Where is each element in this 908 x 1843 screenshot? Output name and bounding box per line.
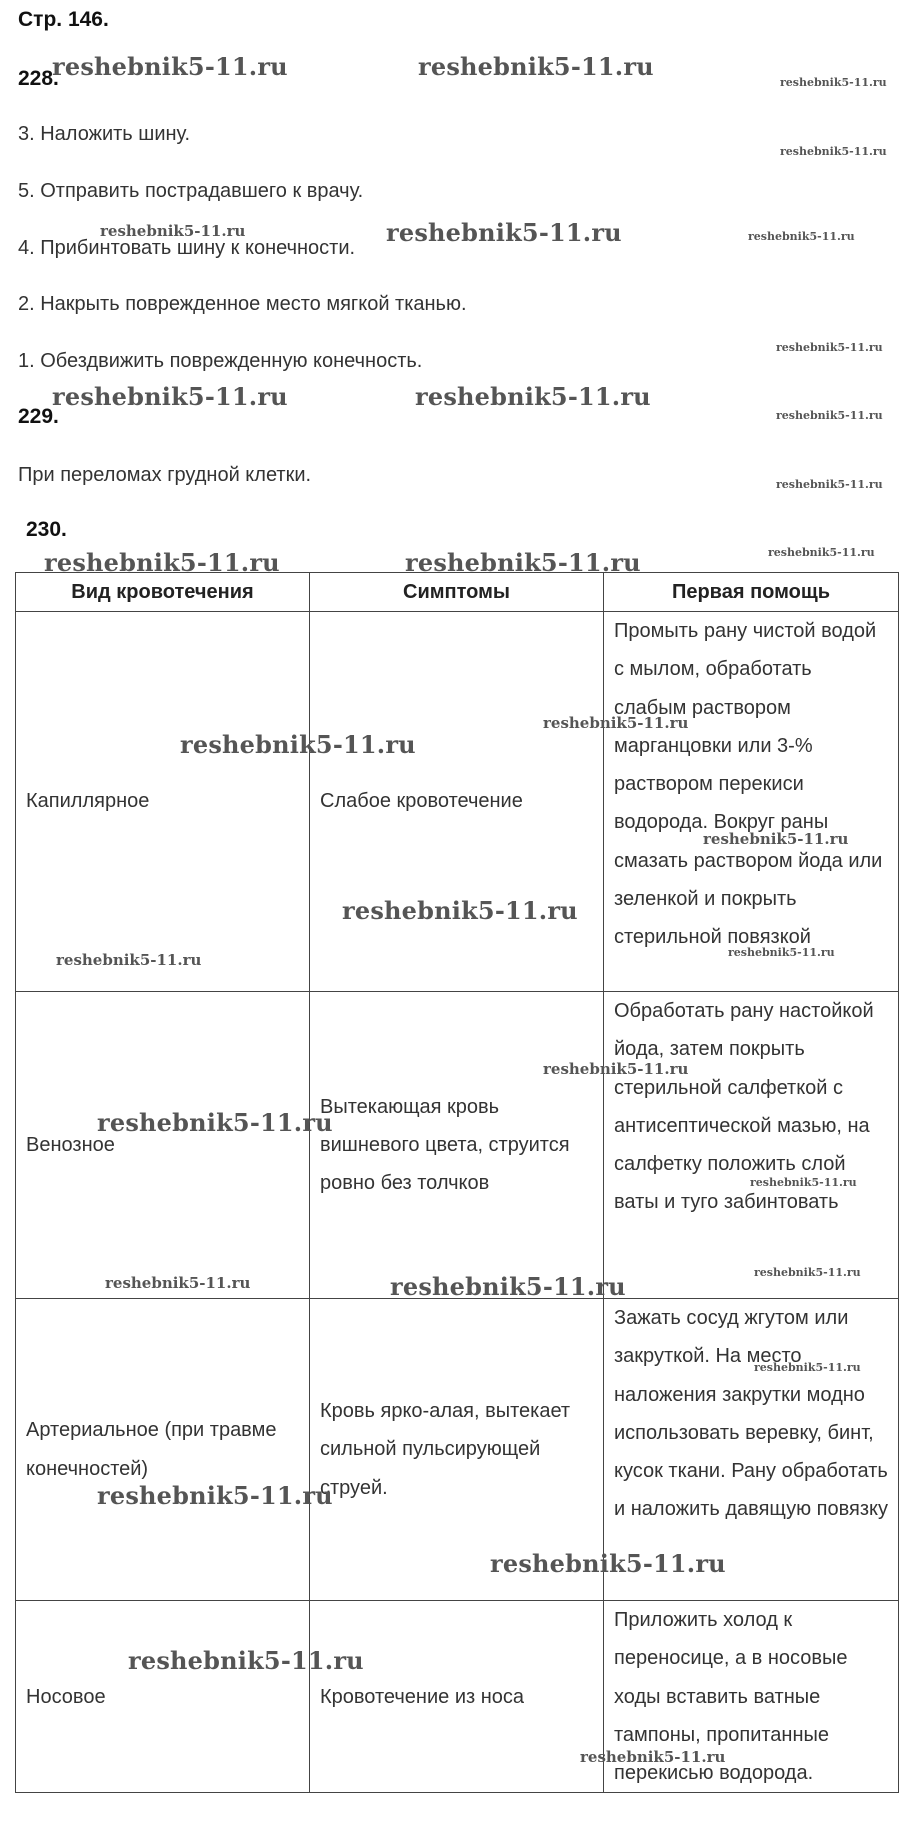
watermark: reshebnik5-11.ru bbox=[44, 548, 280, 577]
watermark: reshebnik5-11.ru bbox=[418, 52, 654, 81]
cell-first-aid: Обработать рану настойкой йода, затем покрыть стерильной салфеткой с антисептической мазью, на салфетку положить слой ваты и туго забинтовать bbox=[604, 992, 899, 1299]
watermark: reshebnik5-11.ru bbox=[128, 1646, 364, 1675]
column-header-symptoms: Симптомы bbox=[310, 573, 604, 612]
watermark: reshebnik5-11.ru bbox=[776, 341, 883, 354]
task-228-number: 228. bbox=[18, 67, 59, 90]
cell-kind: Капиллярное bbox=[16, 612, 310, 992]
page-label: Стр. 146. bbox=[18, 8, 109, 31]
cell-first-aid: Промыть рану чистой водой с мылом, обработать слабым раствором марганцовки или 3-% раствором перекиси водорода. Вокруг раны смазать раствором йода или зеленкой и покрыть стерильной повязкой bbox=[604, 612, 899, 992]
watermark: reshebnik5-11.ru bbox=[543, 714, 689, 732]
watermark: reshebnik5-11.ru bbox=[776, 478, 883, 491]
watermark: reshebnik5-11.ru bbox=[56, 951, 202, 969]
watermark: reshebnik5-11.ru bbox=[780, 76, 887, 89]
task-230-number: 230. bbox=[26, 518, 67, 541]
watermark: reshebnik5-11.ru bbox=[748, 230, 855, 243]
cell-kind: Венозное bbox=[16, 992, 310, 1299]
table-row bbox=[16, 1601, 899, 1793]
watermark: reshebnik5-11.ru bbox=[386, 218, 622, 247]
column-header-first-aid: Первая помощь bbox=[604, 573, 899, 612]
cell-kind: Носовое bbox=[16, 1601, 310, 1793]
cell-symptoms: Слабое кровотечение bbox=[310, 612, 604, 992]
task-228-step: 1. Обездвижить поврежденную конечность. bbox=[18, 350, 423, 372]
table-row bbox=[16, 1299, 899, 1601]
task-228-step: 5. Отправить пострадавшего к врачу. bbox=[18, 180, 364, 202]
table-row bbox=[16, 992, 899, 1299]
watermark: reshebnik5-11.ru bbox=[543, 1060, 689, 1078]
cell-first-aid: Приложить холод к переносице, а в носовые ходы вставить ватные тампоны, пропитанные перекисью водорода. bbox=[604, 1601, 899, 1793]
watermark: reshebnik5-11.ru bbox=[52, 382, 288, 411]
cell-first-aid: Зажать сосуд жгутом или закруткой. На место наложения закрутки модно использовать веревку, бинт, кусок ткани. Рану обработать и наложить давящую повязку bbox=[604, 1299, 899, 1601]
watermark: reshebnik5-11.ru bbox=[415, 382, 651, 411]
watermark: reshebnik5-11.ru bbox=[342, 896, 578, 925]
task-229-answer: При переломах грудной клетки. bbox=[18, 464, 312, 486]
watermark: reshebnik5-11.ru bbox=[750, 1176, 857, 1189]
watermark: reshebnik5-11.ru bbox=[754, 1266, 861, 1279]
watermark: reshebnik5-11.ru bbox=[768, 546, 875, 559]
task-228-step: 3. Наложить шину. bbox=[18, 123, 191, 145]
watermark: reshebnik5-11.ru bbox=[97, 1108, 333, 1137]
watermark: reshebnik5-11.ru bbox=[776, 409, 883, 422]
table-row bbox=[16, 612, 899, 992]
watermark: reshebnik5-11.ru bbox=[754, 1361, 861, 1374]
watermark: reshebnik5-11.ru bbox=[780, 145, 887, 158]
cell-kind: Артериальное (при травме конечностей) bbox=[16, 1299, 310, 1601]
watermark: reshebnik5-11.ru bbox=[580, 1748, 726, 1766]
column-header-kind: Вид кровотечения bbox=[16, 573, 310, 612]
watermark: reshebnik5-11.ru bbox=[105, 1274, 251, 1292]
watermark: reshebnik5-11.ru bbox=[100, 222, 246, 240]
watermark: reshebnik5-11.ru bbox=[52, 52, 288, 81]
watermark: reshebnik5-11.ru bbox=[390, 1272, 626, 1301]
watermark: reshebnik5-11.ru bbox=[405, 548, 641, 577]
task-228-step: 2. Накрыть поврежденное место мягкой тканью. bbox=[18, 293, 467, 315]
watermark: reshebnik5-11.ru bbox=[728, 946, 835, 959]
cell-symptoms: Вытекающая кровь вишневого цвета, струится ровно без толчков bbox=[310, 992, 604, 1299]
cell-symptoms: Кровь ярко-алая, вытекает сильной пульсирующей струей. bbox=[310, 1299, 604, 1601]
task-228-step: 4. Прибинтовать шину к конечности. bbox=[18, 237, 356, 259]
task-229-number: 229. bbox=[18, 405, 59, 428]
watermark: reshebnik5-11.ru bbox=[97, 1481, 333, 1510]
watermark: reshebnik5-11.ru bbox=[180, 730, 416, 759]
table-header-row bbox=[16, 573, 899, 612]
watermark: reshebnik5-11.ru bbox=[703, 830, 849, 848]
cell-symptoms: Кровотечение из носа bbox=[310, 1601, 604, 1793]
watermark: reshebnik5-11.ru bbox=[490, 1549, 726, 1578]
